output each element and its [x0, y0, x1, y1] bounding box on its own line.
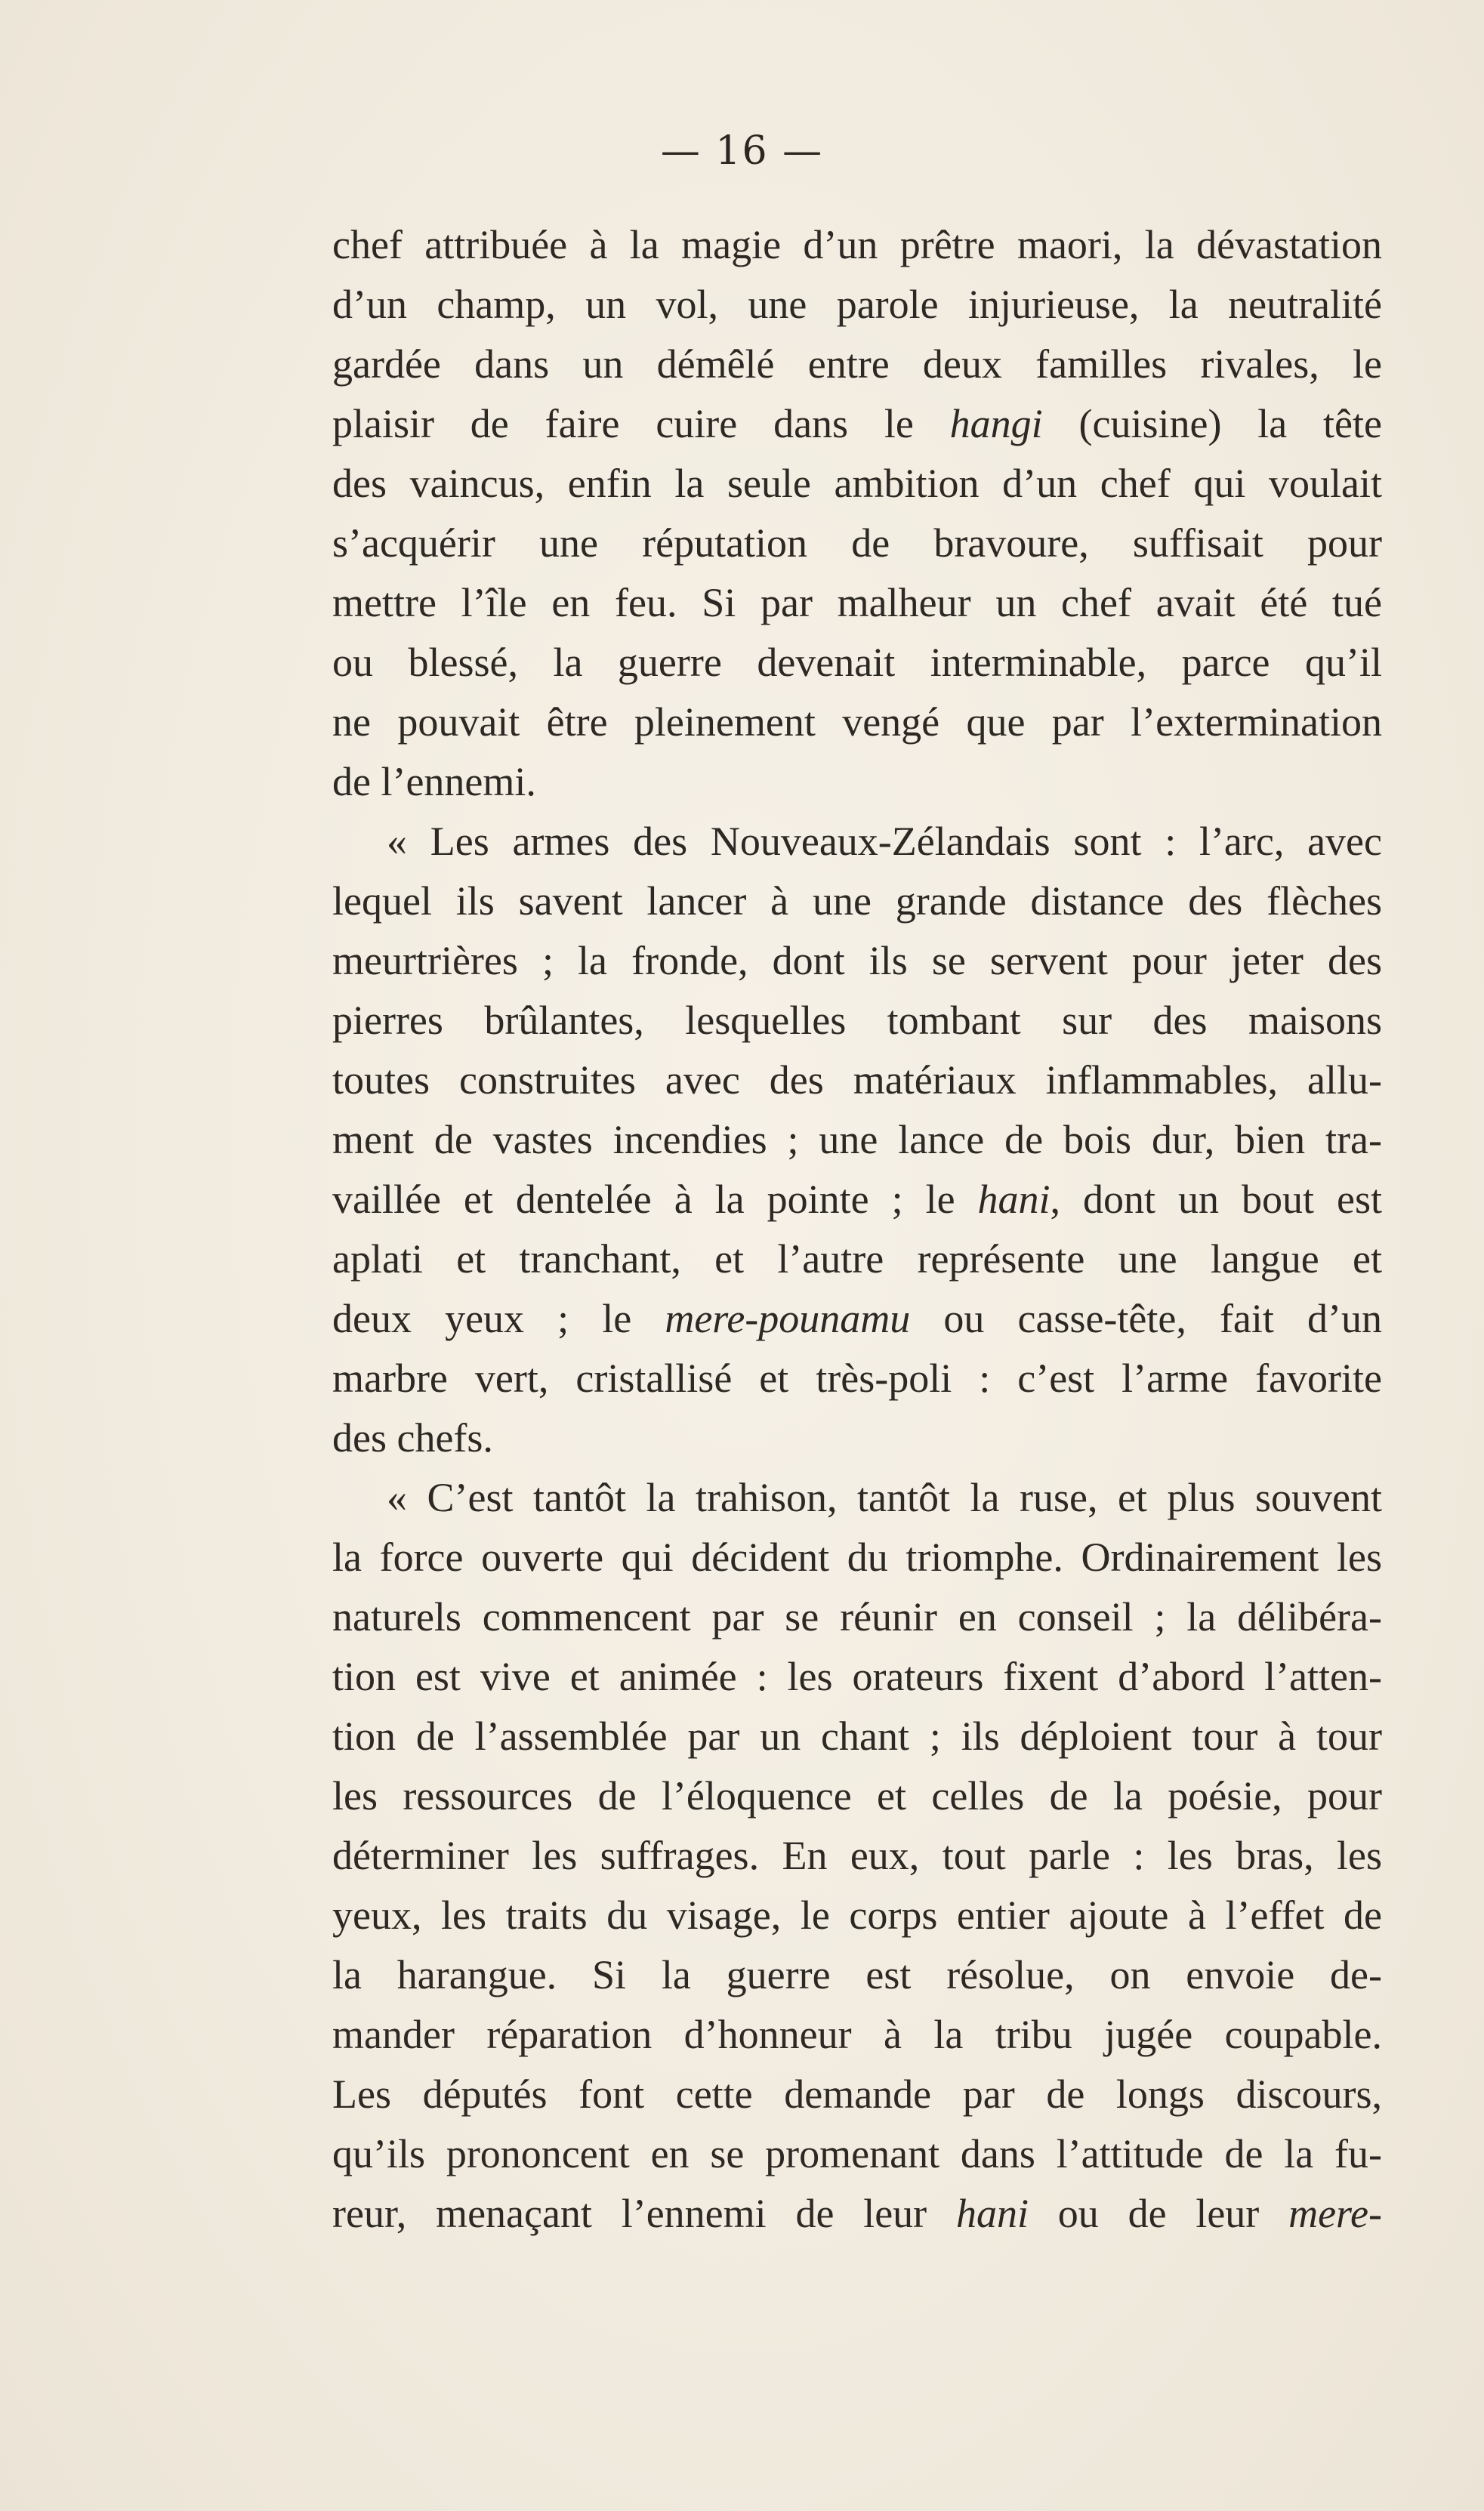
text-line: « Les armes des Nouveaux-Zélandais sont : l’arc, avec: [387, 819, 1382, 864]
text-line: la force ouverte qui décident du triomphe. Ordinairement les: [332, 1535, 1382, 1580]
text-line: de l’ennemi.: [332, 759, 536, 804]
text-segment: plaisir de faire cuire dans le: [332, 401, 950, 446]
text-segment: (cuisine) la tête: [1042, 401, 1382, 446]
text-line: [332, 1170, 1382, 1229]
text-line: mander réparation d’honneur à la tribu jugée coupable.: [332, 2012, 1382, 2057]
text-line: qu’ils prononcent en se promenant dans l’attitude de la fu-: [332, 2131, 1382, 2176]
italic-term: mere-: [1288, 2191, 1383, 2236]
text-line: tion de l’assemblée par un chant ; ils déploient tour à tour: [332, 1714, 1382, 1759]
text-segment: , dont un bout est: [1050, 1177, 1382, 1222]
text-line: ment de vastes incendies ; une lance de bois dur, bien tra-: [332, 1117, 1382, 1162]
text-line: la harangue. Si la guerre est résolue, on envoie de-: [332, 1952, 1382, 1997]
text-line: [332, 1289, 1382, 1349]
text-line: tion est vive et animée : les orateurs fixent d’abord l’atten-: [332, 1654, 1382, 1699]
text-segment: deux yeux ; le: [332, 1296, 665, 1341]
text-line: déterminer les suffrages. En eux, tout parle : les bras, les: [332, 1833, 1382, 1878]
text-line: des vaincus, enfin la seule ambition d’un chef qui voulait: [332, 461, 1382, 506]
text-line: marbre vert, cristallisé et très-poli : c’est l’arme favorite: [332, 1356, 1382, 1401]
text-line: « C’est tantôt la trahison, tantôt la ruse, et plus souvent: [387, 1475, 1382, 1520]
text-line: naturels commencent par se réunir en conseil ; la délibéra-: [332, 1594, 1382, 1640]
text-line: s’acquérir une réputation de bravoure, suffisait pour: [332, 520, 1382, 566]
text-line: gardée dans un démêlé entre deux familles rivales, le: [332, 341, 1382, 387]
italic-term: hani: [955, 2191, 1029, 2236]
italic-term: hangi: [949, 401, 1043, 446]
text-line: Les députés font cette demande par de longs discours,: [332, 2071, 1382, 2117]
text-line: mettre l’île en feu. Si par malheur un chef avait été tué: [332, 580, 1382, 625]
text-segment: ou de leur: [1028, 2191, 1289, 2236]
text-line: d’un champ, un vol, une parole injurieuse, la neutralité: [332, 282, 1382, 327]
text-line: toutes construites avec des matériaux inflammables, allu-: [332, 1057, 1382, 1103]
italic-term: mere-pounamu: [665, 1296, 911, 1341]
text-line: chef attribuée à la magie d’un prêtre maori, la dévastation: [332, 222, 1382, 267]
italic-term: hani: [977, 1177, 1051, 1222]
text-segment: reur, menaçant l’ennemi de leur: [332, 2191, 956, 2236]
text-line: des chefs.: [332, 1415, 493, 1461]
text-line: [332, 2184, 1382, 2244]
text-line: pierres brûlantes, lesquelles tombant sur des maisons: [332, 998, 1382, 1043]
text-line: lequel ils savent lancer à une grande distance des flèches: [332, 878, 1382, 924]
text-segment: vaillée et dentelée à la pointe ; le: [332, 1177, 978, 1222]
text-line: yeux, les traits du visage, le corps entier ajoute à l’effet de: [332, 1893, 1382, 1938]
text-line: aplati et tranchant, et l’autre représente une langue et: [332, 1236, 1382, 1282]
text-line: ou blessé, la guerre devenait interminable, parce qu’il: [332, 640, 1382, 685]
page-number: — 16 —: [660, 128, 824, 174]
text-line: meurtrières ; la fronde, dont ils se servent pour jeter des: [332, 938, 1382, 983]
text-line: ne pouvait être pleinement vengé que par l’extermination: [332, 699, 1382, 745]
text-segment: ou casse-tête, fait d’un: [910, 1296, 1382, 1341]
text-line: [332, 394, 1382, 454]
text-line: les ressources de l’éloquence et celles de la poésie, pour: [332, 1773, 1382, 1818]
body-text: [332, 215, 1382, 2244]
